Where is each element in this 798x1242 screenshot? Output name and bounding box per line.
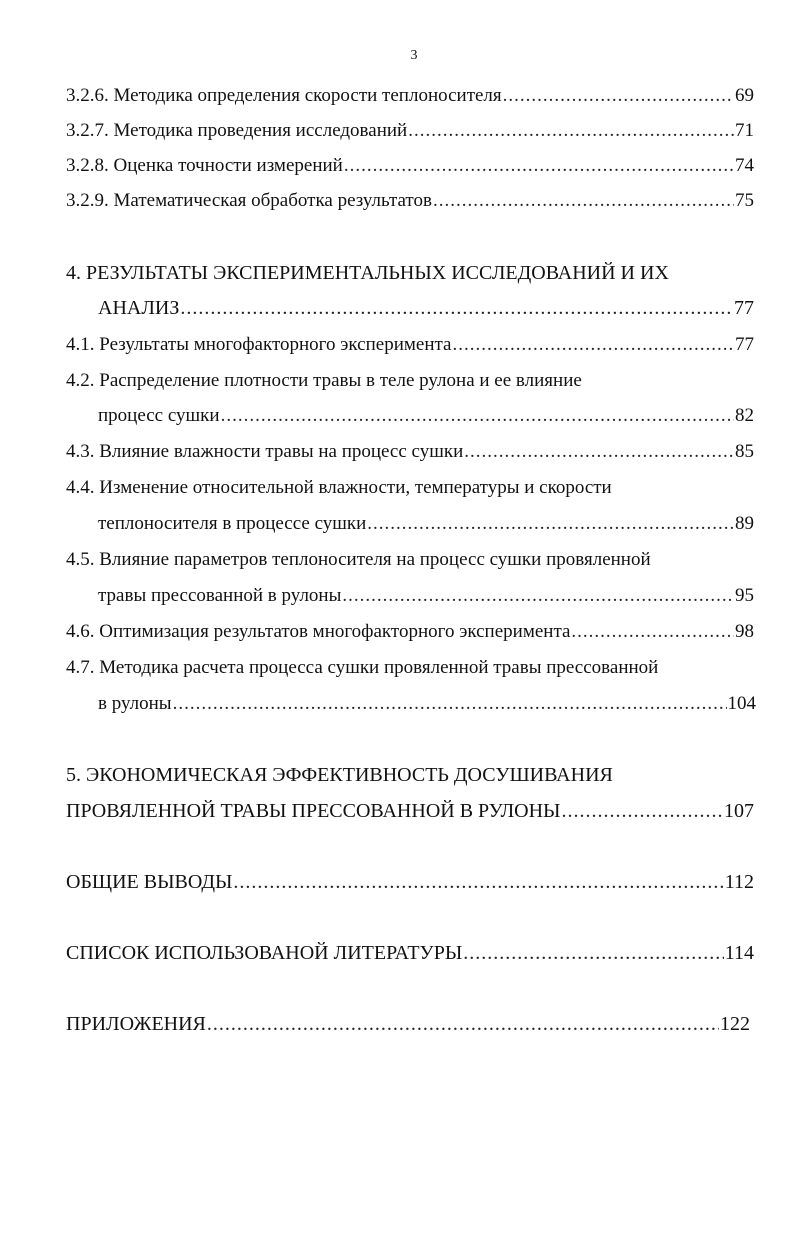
toc-entry-title: 4.6. Оптимизация результатов многофакторного эксперимента: [66, 621, 571, 642]
toc-entry-title: 3.2.8. Оценка точности измерений: [66, 155, 343, 176]
toc-entry-page: 71: [735, 120, 754, 141]
leader-dots: [503, 85, 734, 107]
toc-entry-4-5-title: 4.5. Влияние параметров теплоносителя на процесс сушки провяленной: [66, 549, 651, 570]
toc-entry-title: АНАЛИЗ: [98, 297, 180, 319]
toc-section-4-title: 4. РЕЗУЛЬТАТЫ ЭКСПЕРИМЕНТАЛЬНЫХ ИССЛЕДОВАНИЙ И ИХ: [66, 262, 669, 284]
toc-entry-title: ОБЩИЕ ВЫВОДЫ: [66, 871, 233, 893]
toc-entry-4-4: [98, 513, 754, 537]
leader-dots: [342, 585, 734, 607]
toc-entry-4-5: [98, 585, 754, 609]
toc-entry-3-2-9: [66, 190, 754, 214]
leader-dots: [408, 120, 734, 142]
toc-entry-page: 98: [735, 621, 754, 642]
toc-section-5: [66, 800, 754, 824]
toc-entry-4-4-title: 4.4. Изменение относительной влажности, температуры и скорости: [66, 477, 612, 498]
toc-entry-title: теплоносителя в процессе сушки: [98, 513, 367, 534]
toc-entry-4-2: [98, 405, 754, 429]
leader-dots: [207, 1013, 719, 1035]
toc-entry-page: 82: [735, 405, 754, 426]
toc-entry-page: 77: [735, 334, 754, 355]
toc-entry-page: 107: [724, 800, 754, 822]
toc-entry-title: в рулоны: [98, 693, 172, 714]
toc-appendices: [66, 1013, 750, 1037]
leader-dots: [173, 693, 727, 715]
leader-dots: [433, 190, 734, 212]
toc-entry-title: 3.2.7. Методика проведения исследований: [66, 120, 408, 141]
toc-entry-4-1: [66, 334, 754, 358]
leader-dots: [367, 513, 734, 535]
toc-entry-title: 3.2.6. Методика определения скорости теплоносителя: [66, 85, 502, 106]
toc-entry-page: 114: [724, 942, 754, 964]
leader-dots: [571, 621, 734, 643]
toc-section-5-title: 5. ЭКОНОМИЧЕСКАЯ ЭФФЕКТИВНОСТЬ ДОСУШИВАНИЯ: [66, 764, 613, 786]
toc-entry-title: процесс сушки: [98, 405, 220, 426]
toc-entry-title: ПРОВЯЛЕННОЙ ТРАВЫ ПРЕССОВАННОЙ В РУЛОНЫ: [66, 800, 561, 822]
toc-entry-page: 75: [735, 190, 754, 211]
toc-conclusions: [66, 871, 754, 895]
leader-dots: [221, 405, 734, 427]
leader-dots: [452, 334, 734, 356]
toc-entry-title: 3.2.9. Математическая обработка результатов: [66, 190, 432, 211]
leader-dots: [561, 800, 723, 822]
toc-entry-page: 69: [735, 85, 754, 106]
toc-entry-page: 122: [720, 1013, 750, 1035]
toc-entry-page: 112: [724, 871, 754, 893]
toc-entry-4-7: [98, 693, 756, 717]
toc-entry-3-2-8: [66, 155, 754, 179]
toc-section-4: [98, 297, 754, 321]
toc-references: [66, 942, 754, 966]
toc-entry-page: 104: [727, 693, 756, 714]
toc-entry-3-2-7: [66, 120, 754, 144]
leader-dots: [464, 441, 734, 463]
toc-entry-4-6: [66, 621, 754, 645]
toc-entry-4-3: [66, 441, 754, 465]
toc-entry-3-2-6: [66, 85, 754, 109]
page-number: 3: [410, 48, 418, 63]
leader-dots: [463, 942, 723, 964]
toc-entry-title: СПИСОК ИСПОЛЬЗОВАНОЙ ЛИТЕРАТУРЫ: [66, 942, 463, 964]
toc-entry-page: 85: [735, 441, 754, 462]
toc-entry-page: 77: [734, 297, 754, 319]
toc-entry-4-2-title: 4.2. Распределение плотности травы в теле рулона и ее влияние: [66, 370, 582, 391]
toc-entry-title: травы прессованной в рулоны: [98, 585, 342, 606]
leader-dots: [180, 297, 733, 319]
toc-entry-4-7-title: 4.7. Методика расчета процесса сушки провяленной травы прессованной: [66, 657, 659, 678]
leader-dots: [344, 155, 734, 177]
toc-entry-page: 89: [735, 513, 754, 534]
toc-entry-page: 95: [735, 585, 754, 606]
leader-dots: [233, 871, 723, 893]
toc-entry-title: ПРИЛОЖЕНИЯ: [66, 1013, 206, 1035]
toc-entry-title: 4.3. Влияние влажности травы на процесс сушки: [66, 441, 464, 462]
toc-entry-page: 74: [735, 155, 754, 176]
toc-entry-title: 4.1. Результаты многофакторного эксперимента: [66, 334, 452, 355]
